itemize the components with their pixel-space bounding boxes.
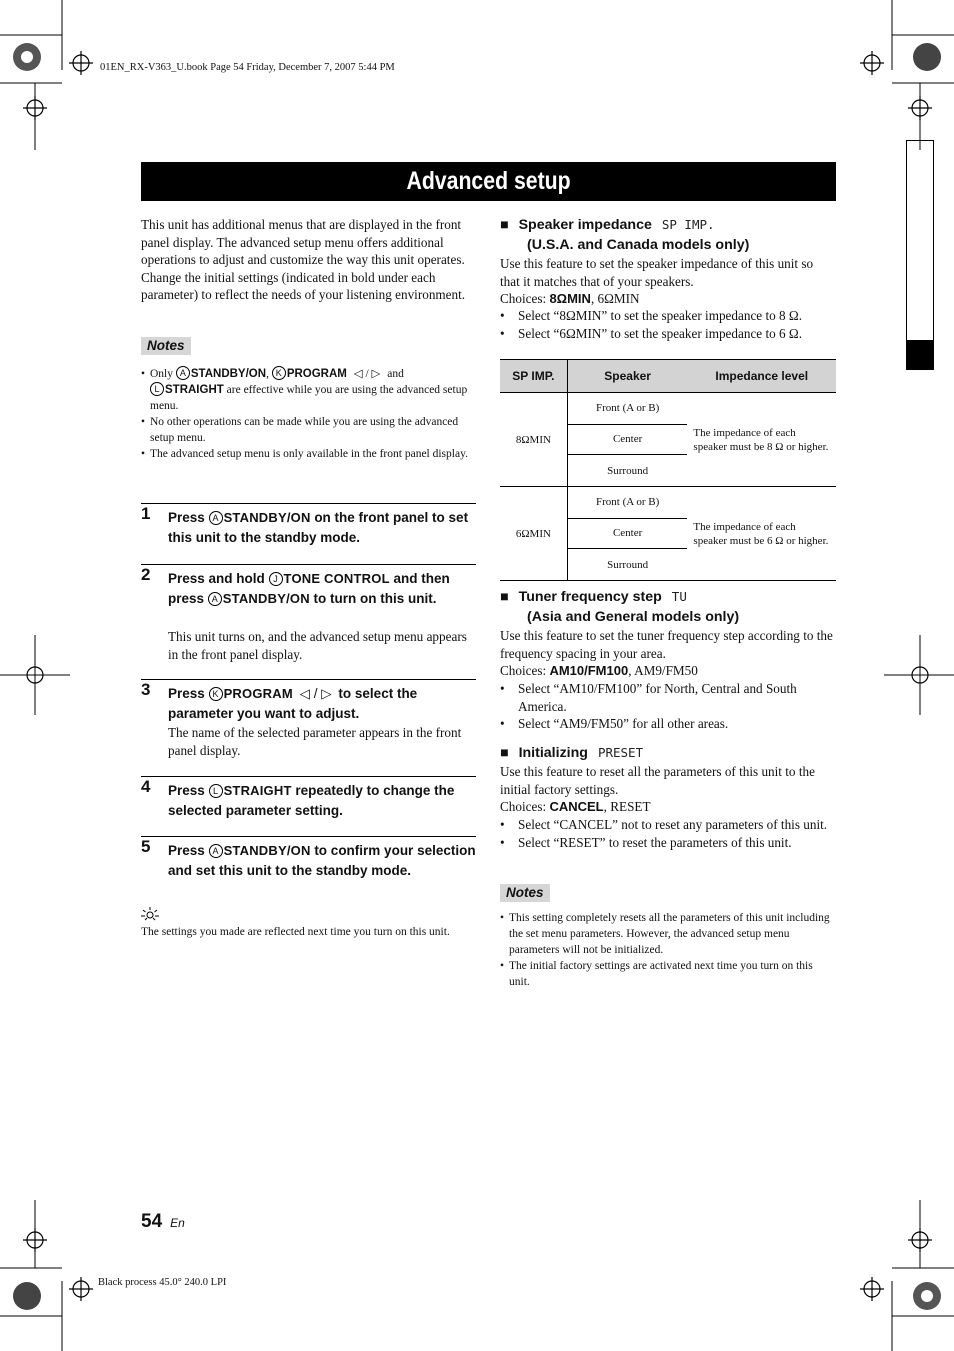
key-l-icon: L: [209, 784, 223, 798]
step-divider: [141, 564, 476, 565]
step-2-instruction: Press and hold J TONE CONTROL and then press A STANDBY/ON to turn on this unit.: [168, 571, 450, 606]
notes-heading-right: [500, 884, 550, 902]
table-header-cell: Speaker: [604, 369, 651, 383]
initializing-heading: ■ Initializing PRESET: [500, 745, 644, 761]
key-j-icon: J: [269, 572, 283, 586]
step-3-result: The name of the selected parameter appears in the front panel display.: [168, 725, 462, 758]
step-1-instruction: Press A STANDBY/ON on the front panel to set this unit to the standby mode.: [168, 510, 469, 545]
print-footer: Black process 45.0° 240.0 LPI: [98, 1277, 227, 1288]
list-item: • Select “AM9/FM50” for all other areas.: [500, 715, 836, 733]
step-3-instruction: Press K PROGRAM ◁ / ▷ to select the parameter you want to adjust.: [168, 686, 418, 721]
tuner-step-desc: Use this feature to set the tuner frequency step according to the frequency spacing in your area.: [500, 628, 833, 661]
list-item: • Select “AM10/FM100” for North, Central and South America.: [500, 680, 836, 715]
step-divider: [141, 776, 476, 777]
table-cell: 8ΩMIN: [500, 393, 568, 486]
table-row: [500, 487, 836, 581]
page-title-text: Advanced setup: [406, 167, 571, 195]
step-4-instruction: Press L STRAIGHT repeatedly to change the selected parameter setting.: [168, 783, 455, 818]
table-cell: Surround: [607, 558, 649, 571]
table-cell: The impedance of each speaker must be 6 Ω or higher.: [693, 520, 829, 547]
note-item: • The initial factory settings are activated next time you turn on this unit.: [500, 958, 830, 990]
list-item: • Select “RESET” to reset the parameters of this unit.: [500, 834, 836, 852]
initializing-bullets: [500, 816, 836, 851]
intro-paragraph: This unit has additional menus that are displayed in the front panel display. The advanced setup menu offers additional operations to adjust and customize the way this unit operates. Change the initial settings (indicated in bold under each parameter) to reflect the needs of your listening environment.: [141, 217, 466, 303]
note-item: • This setting completely resets all the parameters of this unit including the set menu parameters. However, the advanced setup menu parameters will not be initialized.: [500, 910, 830, 958]
table-cell: The impedance of each speaker must be 8 Ω or higher.: [693, 426, 829, 453]
side-tab-marker: [906, 340, 934, 370]
tuner-step-bullets: [500, 680, 836, 733]
notes-label: Notes: [141, 337, 191, 355]
step-2-result: This unit turns on, and the advanced setup menu appears in the front panel display.: [168, 629, 467, 662]
tuner-step-heading: ■ Tuner frequency step TU (Asia and General models only): [500, 589, 740, 625]
speaker-impedance-desc: Use this feature to set the speaker impedance of this unit so that it matches that of your speakers.: [500, 256, 814, 289]
notes-label: Notes: [500, 884, 550, 902]
key-l-icon: L: [150, 382, 164, 396]
initializing-desc: Use this feature to reset all the parameters of this unit to the initial factory settings.: [500, 764, 815, 797]
page-number: 54: [141, 1211, 163, 1232]
page-language: En: [170, 1216, 185, 1230]
list-item: • Select “CANCEL” not to reset any parameters of this unit.: [500, 816, 836, 834]
table-cell: 6ΩMIN: [500, 487, 568, 580]
display-readout: TU: [671, 589, 687, 604]
key-a-icon: A: [176, 366, 190, 380]
table-header: [500, 359, 836, 393]
display-readout: PRESET: [597, 745, 644, 760]
key-a-icon: A: [209, 511, 223, 525]
table-header-cell: Impedance level: [715, 369, 809, 383]
display-readout: SP IMP.: [661, 217, 715, 232]
notes-list-left: [141, 366, 476, 462]
step-divider: [141, 836, 476, 837]
speaker-impedance-bullets: [500, 307, 836, 342]
key-a-icon: A: [208, 592, 222, 606]
table-row: [500, 393, 836, 487]
step-number: 2: [141, 565, 151, 584]
page-title: [141, 162, 836, 201]
table-cell: Front (A or B): [568, 393, 688, 425]
tuner-step-choices: Choices: AM10/FM100, AM9/FM50: [500, 663, 698, 678]
step-divider: [141, 679, 476, 680]
table-cell: Center: [568, 425, 688, 456]
notes-list-right: [500, 910, 830, 990]
impedance-table: [500, 359, 836, 581]
tip-text: The settings you made are reflected next time you turn on this unit.: [141, 926, 450, 938]
note-item: • Only A STANDBY/ON, K PROGRAM ◁ / ▷ and L STRAIGHT are effective while you are using the advanced setup menu.: [141, 366, 476, 414]
speaker-impedance-choices: Choices: 8ΩMIN, 6ΩMIN: [500, 291, 640, 306]
key-k-icon: K: [209, 687, 223, 701]
step-number: 4: [141, 777, 151, 796]
step-number: 1: [141, 504, 151, 523]
step-number: 3: [141, 680, 151, 699]
table-cell: Center: [568, 519, 688, 550]
step-5-instruction: Press A STANDBY/ON to confirm your selection and set this unit to the standby mode.: [168, 843, 476, 878]
list-item: • Select “6ΩMIN” to set the speaker impedance to 6 Ω.: [500, 325, 836, 343]
speaker-impedance-heading: ■ Speaker impedance SP IMP. (U.S.A. and Canada models only): [500, 217, 750, 253]
print-header: 01EN_RX-V363_U.book Page 54 Friday, December 7, 2007 5:44 PM: [100, 62, 395, 73]
table-header-cell: SP IMP.: [500, 360, 568, 392]
side-tab: [906, 140, 934, 370]
table-cell: Surround: [607, 464, 649, 477]
step-number: 5: [141, 837, 151, 856]
key-a-icon: A: [209, 844, 223, 858]
note-item: • No other operations can be made while you are using the advanced setup menu.: [141, 414, 476, 446]
initializing-choices: Choices: CANCEL, RESET: [500, 799, 651, 814]
key-k-icon: K: [272, 366, 286, 380]
page-number-block: [141, 1211, 185, 1233]
step-divider: [141, 503, 476, 504]
table-cell: Front (A or B): [568, 487, 688, 519]
notes-heading-left: [141, 337, 191, 355]
tip-lightbulb-icon: [141, 907, 159, 921]
note-item: • The advanced setup menu is only available in the front panel display.: [141, 446, 476, 462]
list-item: • Select “8ΩMIN” to set the speaker impedance to 8 Ω.: [500, 307, 836, 325]
